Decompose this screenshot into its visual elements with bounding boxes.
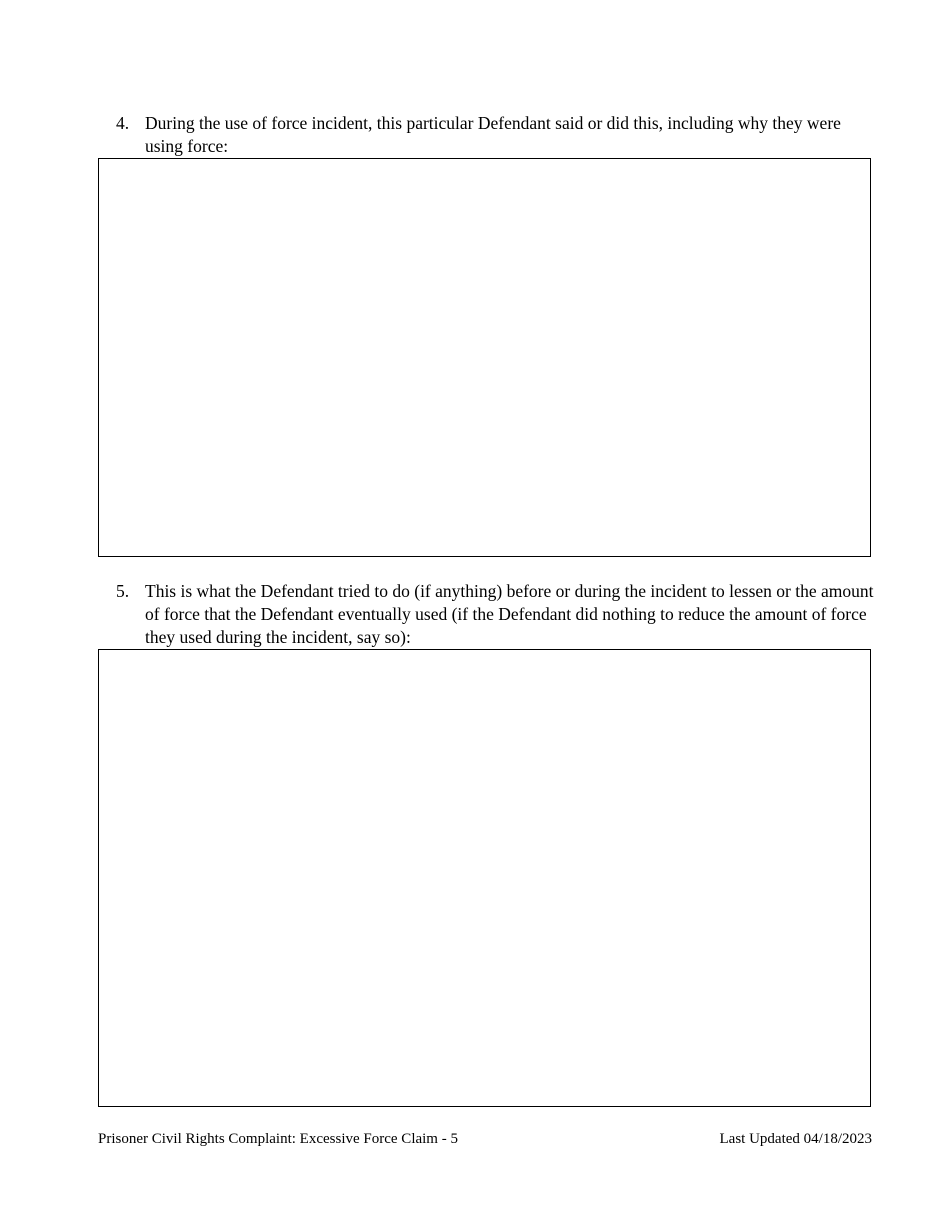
question-5: [116, 580, 876, 649]
question-text: During the use of force incident, this particular Defendant said or did this, including why they were using force:: [145, 113, 841, 156]
question-4: [116, 112, 876, 158]
question-number: 5.: [116, 581, 130, 601]
question-text: This is what the Defendant tried to do (if anything) before or during the incident to lessen or the amount of force that the Defendant eventually used (if the Defendant did nothing to reduce the amount of force they used during the incident, say so):: [145, 581, 874, 647]
answer-box-question-5[interactable]: [98, 649, 871, 1107]
footer-document-title: Prisoner Civil Rights Complaint: Excessive Force Claim - 5: [98, 1131, 458, 1147]
answer-box-question-4[interactable]: [98, 158, 871, 557]
question-number: 4.: [116, 113, 130, 133]
footer-last-updated: Last Updated 04/18/2023: [719, 1131, 872, 1147]
